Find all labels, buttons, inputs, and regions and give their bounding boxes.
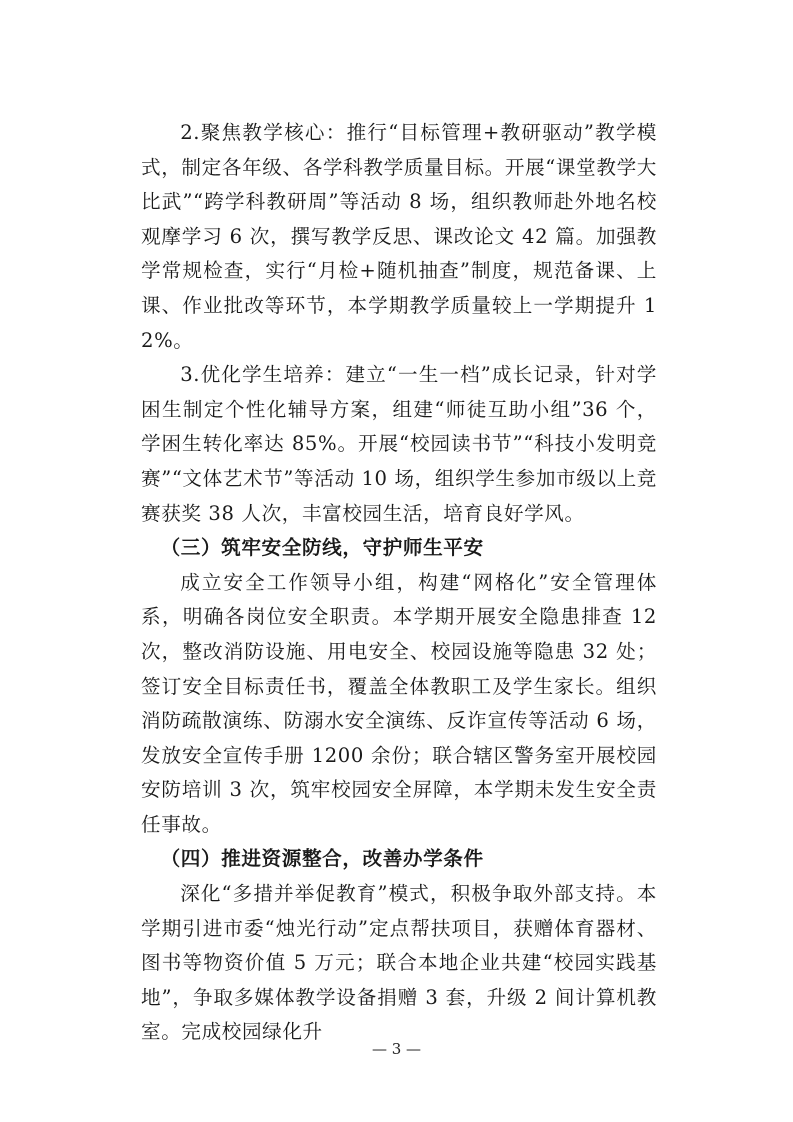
paragraph-teaching-core: 2.聚焦教学核心：推行“目标管理+教研驱动”教学模式，制定各年级、各学科教学质量目标。开展“课堂教学大比武”“跨学科教研周”等活动 8 场，组织教师赴外地名校观摩学习 6 次，撰写教学反思、课改论文 42 篇。加强教学常规检查，实行“月检+随机抽查”制度，规范备课、上课、作业批改等环节，本学期教学质量较上一学期提升 12%。 [141, 121, 657, 352]
section-heading-resources: （四）推进资源整合，改善办学条件 [160, 847, 484, 871]
page-number: — 3 — [371, 1040, 422, 1058]
paragraph-resources: 深化“多措并举促教育”模式，积极争取外部支持。本学期引进市委“烛光行动”定点帮扶项目，获赠体育器材、图书等物资价值 5 万元；联合本地企业共建“校园实践基地”，争取多媒体教学设备捐赠 3 套，升级 2 间计算机教室。完成校园绿化升 [141, 882, 657, 1044]
document-body [141, 116, 657, 1050]
paragraph-student-training: 3.优化学生培养：建立“一生一档”成长记录，针对学困生制定个性化辅导方案，组建“师徒互助小组”36 个，学困生转化率达 85%。开展“校园读书节”“科技小发明竞赛”“文体艺术节”等活动 10 场，组织学生参加市级以上竞赛获奖 38 人次，丰富校园生活，培育良好学风。 [141, 363, 657, 525]
paragraph-safety: 成立安全工作领导小组，构建“网格化”安全管理体系，明确各岗位安全职责。本学期开展安全隐患排查 12 次，整改消防设施、用电安全、校园设施等隐患 32 处；签订安全目标责任书，覆盖全体教职工及学生家长。组织消防疏散演练、防溺水安全演练、反诈宣传等活动 6 场，发放安全宣传手册 1200 余份；联合辖区警务室开展校园安防培训 3 次，筑牢校园安全屏障，本学期未发生安全责任事故。 [141, 570, 657, 836]
section-heading-safety: （三）筑牢安全防线，守护师生平安 [160, 536, 484, 560]
